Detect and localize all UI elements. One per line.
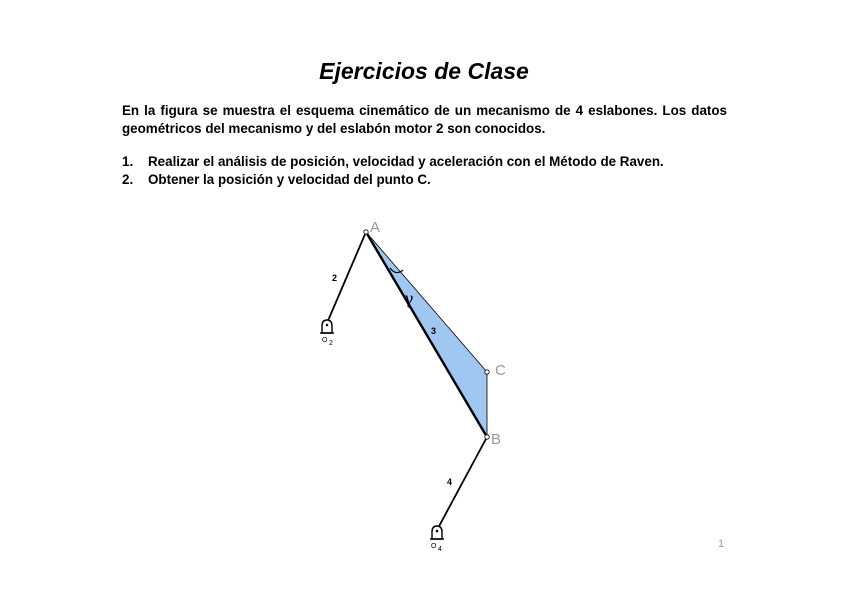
joint-c	[485, 370, 489, 374]
angle-gamma-label: γ	[404, 289, 414, 308]
ground-label-o2: O	[322, 337, 328, 344]
ground-support-o2	[320, 320, 334, 333]
ground-sub-o4: 4	[438, 546, 442, 553]
link-4-line	[437, 437, 487, 530]
link-4-label: 4	[447, 477, 453, 487]
link-2-label: 2	[332, 273, 338, 283]
ground-sub-o2: 2	[329, 340, 333, 347]
task-number: 1.	[122, 154, 134, 169]
point-label-b: B	[491, 431, 502, 448]
problem-statement: En la figura se muestra el esquema cinemático de un mecanismo de 4 eslabones. Los datos geométricos del mecanismo y del eslabón motor 2 son conocidos.	[122, 103, 727, 136]
task-text: Realizar el análisis de posición, velocidad y aceleración con el Método de Raven.	[148, 154, 664, 169]
page-number: 1	[718, 538, 725, 550]
link-3-label: 3	[431, 326, 437, 336]
ground-label-o4: O	[431, 543, 437, 550]
task-text: Obtener la posición y velocidad del punto C.	[148, 172, 431, 187]
link-3-line	[366, 232, 487, 437]
point-label-a: A	[370, 219, 381, 236]
ground-support-o4	[430, 526, 444, 539]
joint-b	[485, 435, 489, 439]
task-number: 2.	[122, 172, 134, 187]
point-label-c: C	[495, 362, 506, 379]
slide-title: Ejercicios de Clase	[319, 58, 529, 84]
joint-a	[364, 230, 368, 234]
